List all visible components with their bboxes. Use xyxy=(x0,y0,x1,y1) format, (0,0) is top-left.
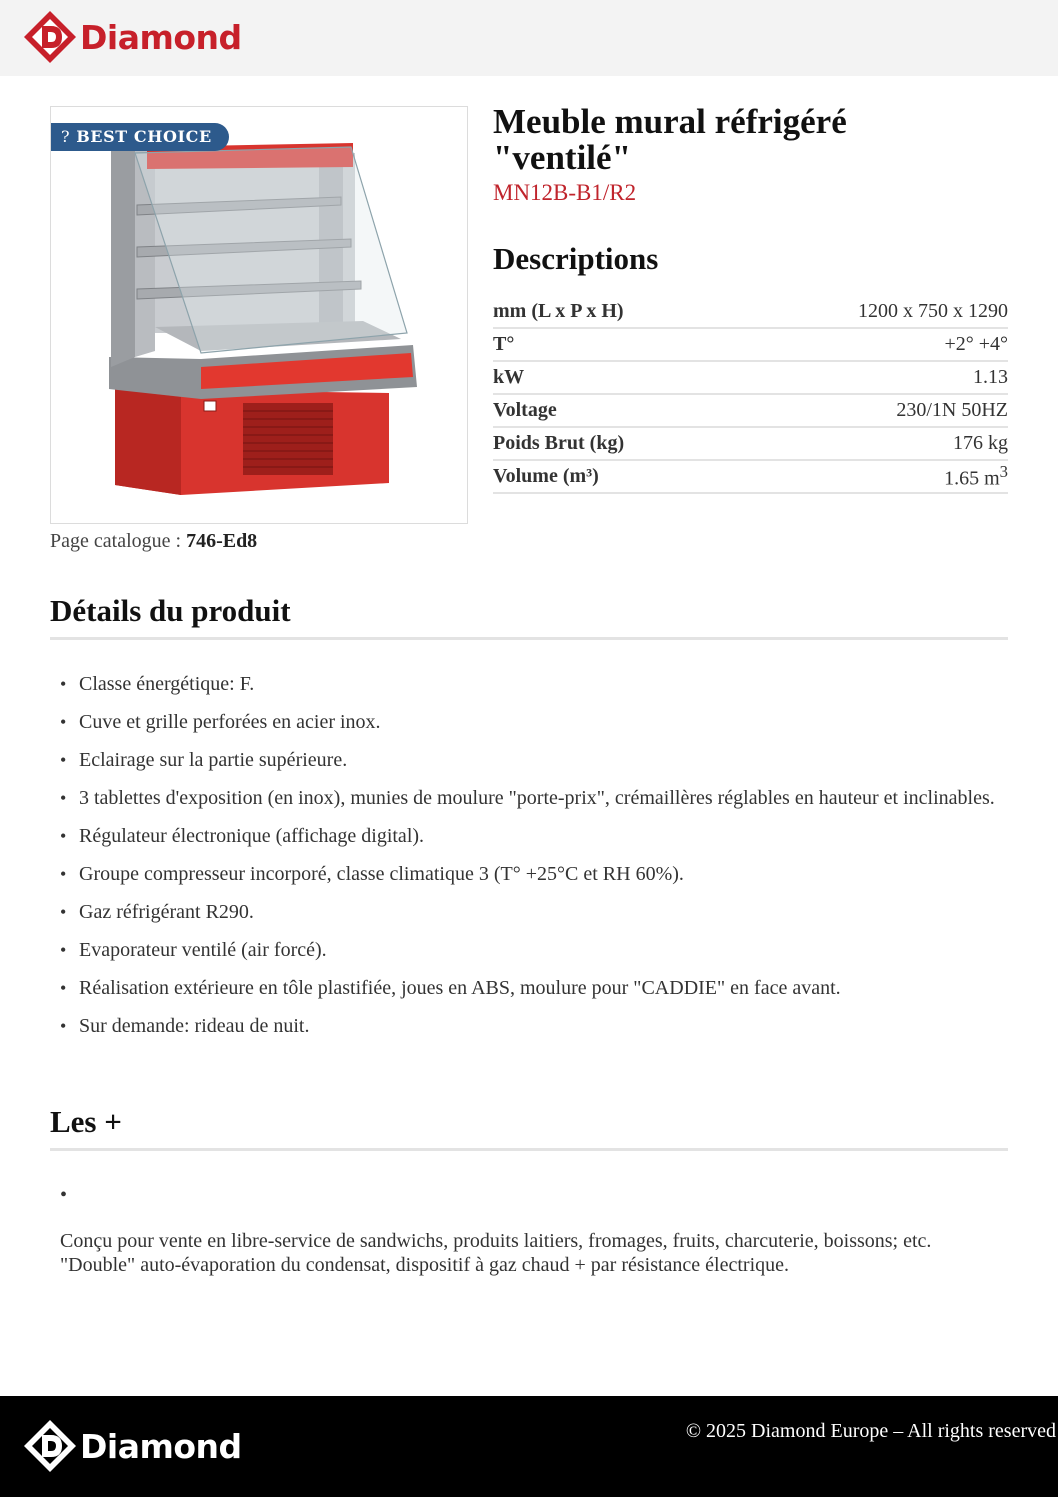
spec-label: Voltage xyxy=(493,399,557,421)
spec-table xyxy=(493,296,1008,494)
best-choice-badge xyxy=(51,123,229,151)
plus-line: Conçu pour vente en libre-service de sandwichs, produits laitiers, fromages, fruits, charcuterie, boissons; etc. xyxy=(60,1230,932,1252)
brand-name: Diamond xyxy=(80,17,242,57)
product-title xyxy=(493,104,1013,176)
spec-value: +2° +4° xyxy=(944,333,1008,355)
product-image xyxy=(50,106,468,524)
plus-bullet: • xyxy=(60,1184,68,1206)
list-item: • Classe énergétique: F. xyxy=(60,672,1008,696)
diamond-logo-icon xyxy=(23,1419,77,1473)
list-item: • Gaz réfrigérant R290. xyxy=(60,900,1008,924)
spec-row-volume xyxy=(493,461,1008,494)
brand-logo[interactable] xyxy=(23,10,242,64)
catalog-label: Page catalogue : xyxy=(50,530,182,552)
spec-label: kW xyxy=(493,366,525,388)
plus-text xyxy=(60,1229,1008,1277)
catalog-value: 746-Ed8 xyxy=(186,530,258,552)
brand-name: Diamond xyxy=(80,1426,242,1466)
product-title-line2: "ventilé" xyxy=(493,138,632,177)
details-heading: Détails du produit xyxy=(50,593,1008,640)
spec-label: Poids Brut (kg) xyxy=(493,432,625,454)
refrigerated-display-illustration xyxy=(51,107,468,524)
spec-row-voltage xyxy=(493,395,1008,428)
list-item: • 3 tablettes d'exposition (en inox), munies de moulure "porte-prix", crémaillères réglables en hauteur et inclinables. xyxy=(60,786,1008,810)
plus-line: "Double" auto-évaporation du condensat, dispositif à gaz chaud + par résistance électrique. xyxy=(60,1254,790,1276)
spec-value: 1200 x 750 x 1290 xyxy=(858,300,1008,322)
spec-value: 176 kg xyxy=(953,432,1008,454)
spec-row-temperature xyxy=(493,329,1008,362)
spec-label: mm (L x P x H) xyxy=(493,300,624,322)
spec-label: T° xyxy=(493,333,515,355)
page-footer xyxy=(0,1396,1058,1497)
list-item: • Régulateur électronique (affichage digital). xyxy=(60,824,1008,848)
spec-row-power xyxy=(493,362,1008,395)
catalog-reference xyxy=(50,530,257,553)
spec-value-number: 1.65 m xyxy=(944,467,1000,490)
details-list xyxy=(60,672,1008,1052)
list-item: • Cuve et grille perforées en acier inox. xyxy=(60,710,1008,734)
page-header xyxy=(0,0,1058,76)
spec-row-weight xyxy=(493,428,1008,461)
diamond-logo-icon xyxy=(23,10,77,64)
spec-value-superscript: 3 xyxy=(999,462,1008,482)
spec-label: Volume (m³) xyxy=(493,465,599,487)
spec-value: 230/1N 50HZ xyxy=(896,399,1008,421)
spec-value xyxy=(944,462,1008,491)
list-item: • Evaporateur ventilé (air forcé). xyxy=(60,938,1008,962)
list-item: • Réalisation extérieure en tôle plastifiée, joues en ABS, moulure pour "CADDIE" en face avant. xyxy=(60,976,1008,1000)
spec-value: 1.13 xyxy=(973,366,1008,388)
product-title-line1: Meuble mural réfrigéré xyxy=(493,102,847,141)
list-item: • Groupe compresseur incorporé, classe climatique 3 (T° +25°C et RH 60%). xyxy=(60,862,1008,886)
list-item: • Sur demande: rideau de nuit. xyxy=(60,1014,1008,1038)
badge-label: BEST CHOICE xyxy=(76,127,212,146)
product-reference: MN12B-B1/R2 xyxy=(493,180,637,205)
descriptions-heading: Descriptions xyxy=(493,241,659,276)
footer-logo[interactable] xyxy=(23,1419,242,1473)
list-item: • Eclairage sur la partie supérieure. xyxy=(60,748,1008,772)
copyright-text: © 2025 Diamond Europe – All rights reserved xyxy=(685,1420,1056,1442)
question-icon: ? xyxy=(61,127,71,146)
spec-row-dimensions xyxy=(493,296,1008,329)
plus-heading: Les + xyxy=(50,1104,1008,1151)
